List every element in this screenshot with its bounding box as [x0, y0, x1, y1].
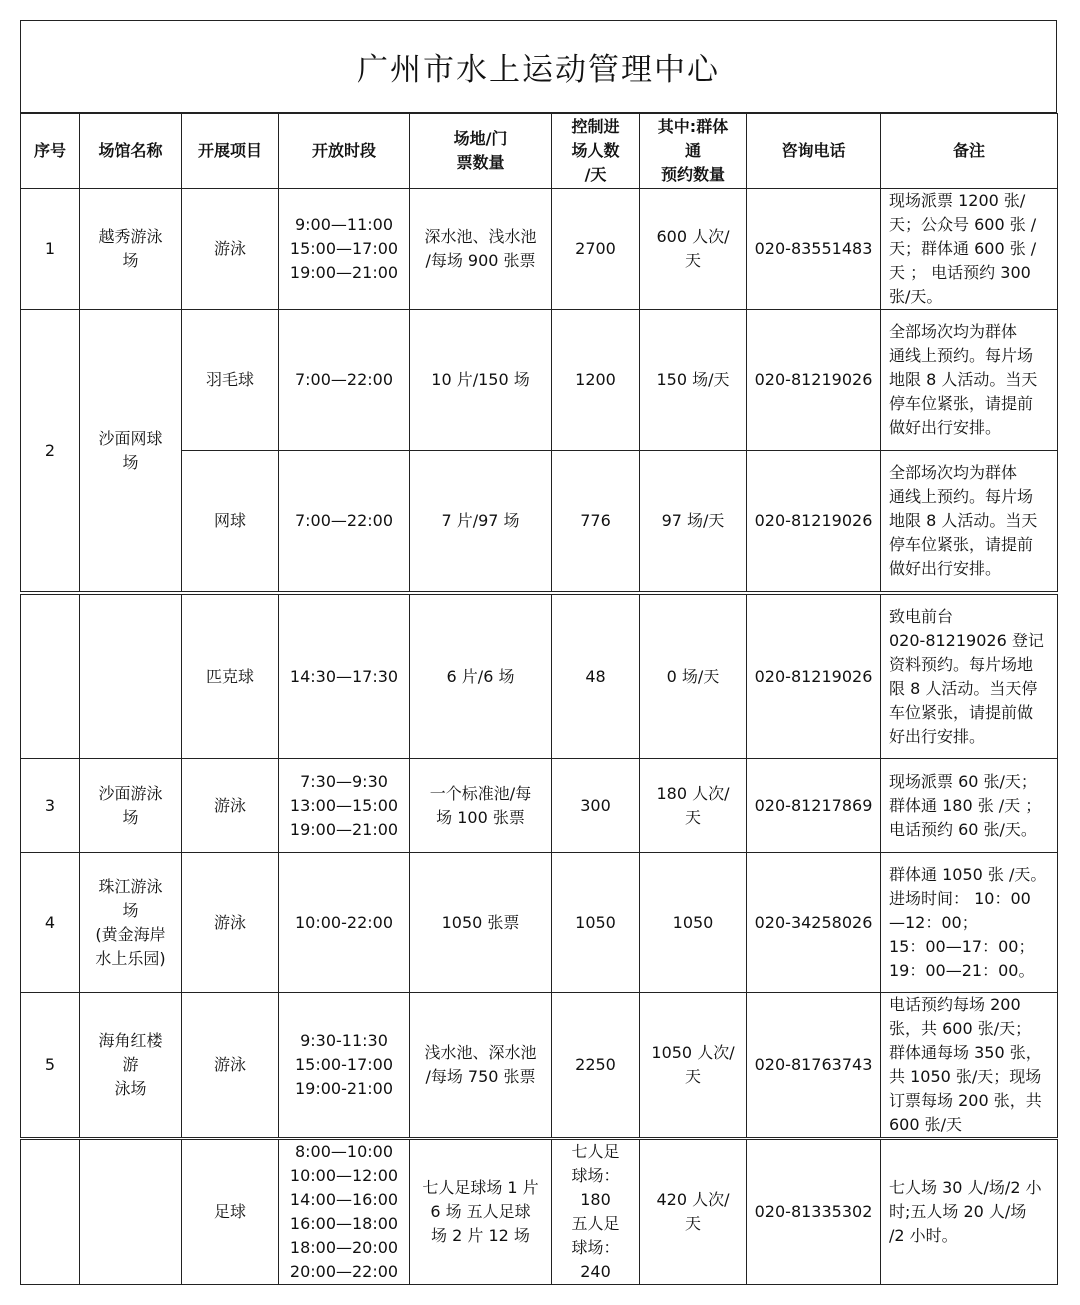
cell-line: 180	[580, 1190, 611, 1209]
cell-line: 18:00—20:00	[289, 1238, 399, 1257]
cell-line: 场	[122, 452, 139, 472]
cell-line: 水上乐园)	[95, 948, 166, 968]
venue-table-part-1	[20, 113, 1058, 592]
cell-venue	[80, 759, 182, 853]
cell-phone: 020-81219026	[747, 310, 881, 451]
cell-line: 深水池、浅水池	[424, 227, 537, 246]
cell-line: 300	[580, 795, 611, 815]
cell-booking	[640, 451, 747, 592]
cell-line: 群体通 180 张 /天 ；	[889, 795, 1042, 815]
cell-line: 七人足	[571, 1142, 620, 1161]
cell-line: 420 人次/	[656, 1190, 730, 1209]
cell-hours	[279, 1140, 410, 1285]
cell-line: /每场 900 张票	[425, 251, 536, 270]
cell-note	[881, 595, 1058, 759]
cell-line: 球场：	[571, 1166, 620, 1185]
cell-note	[881, 189, 1058, 310]
cell-line: (黄金海岸	[95, 924, 166, 944]
cell-line: 15:00—17:00	[289, 239, 399, 258]
cell-line: 19：00—21：00。	[889, 960, 1035, 980]
cell-line: 9:00—11:00	[294, 215, 394, 234]
cell-line: 球场：	[571, 1238, 620, 1257]
table-row	[21, 595, 1058, 759]
cell-line: 七人足球场 1 片	[422, 1178, 539, 1197]
cell-line: 0 场/天	[666, 666, 720, 686]
cell-line: 游	[122, 1055, 139, 1074]
table-row	[21, 759, 1058, 853]
cell-line: 14:00—16:00	[289, 1190, 399, 1209]
header-row	[21, 114, 1058, 189]
venue-table-part-2	[20, 594, 1058, 1138]
cell-line: 8:00—10:00	[294, 1142, 394, 1161]
table-row	[21, 310, 1058, 451]
cell-hours	[279, 595, 410, 759]
cell-hours	[279, 853, 410, 993]
cell-line: /2 小时。	[889, 1226, 958, 1245]
cell-line: 600 张/天	[889, 1115, 963, 1134]
cell-no	[21, 1140, 80, 1285]
cell-line: 19:00—21:00	[289, 263, 399, 282]
cell-line: 限 8 人活动。当天停	[889, 678, 1038, 698]
cell-line: 全部场次均为群体	[889, 463, 1018, 482]
cell-line: 14:30—17:30	[289, 666, 399, 686]
cell-line: 1050	[672, 912, 714, 932]
page-title: 广州市水上运动管理中心	[20, 20, 1057, 113]
cell-capacity	[410, 993, 552, 1138]
cell-line: 10:00—12:00	[289, 1166, 399, 1185]
cell-phone: 020-81335302	[747, 1140, 881, 1285]
cell-line: 天	[684, 807, 701, 827]
cell-venue	[80, 993, 182, 1138]
cell-line: 10:00-22:00	[295, 912, 393, 932]
cell-booking	[640, 595, 747, 759]
cell-line: 15：00—17：00；	[889, 936, 1035, 956]
cell-line: 预约数量	[660, 165, 725, 184]
cell-venue	[80, 310, 182, 592]
cell-line: 资料预约。每片场地	[889, 654, 1034, 674]
cell-line: 通	[684, 141, 701, 160]
cell-line: 天	[684, 251, 701, 270]
cell-line: 19:00—21:00	[289, 819, 399, 839]
header-phone: 咨询电话	[747, 114, 881, 189]
cell-line: 张/天。	[889, 287, 943, 306]
cell-capacity	[410, 189, 552, 310]
cell-line: 48	[585, 666, 606, 686]
cell-line: 天；群体通 600 张 /	[889, 239, 1037, 258]
cell-venue	[80, 853, 182, 993]
cell-venue	[80, 189, 182, 310]
cell-booking	[640, 1140, 747, 1285]
cell-no: 1	[21, 189, 80, 310]
cell-line: 五人足	[571, 1214, 620, 1233]
cell-line: 场地/门	[453, 129, 508, 148]
cell-hours	[279, 310, 410, 451]
cell-no	[21, 595, 80, 759]
cell-line: 9:30-11:30	[300, 1031, 388, 1050]
cell-line: 做好出行安排。	[889, 418, 1002, 437]
cell-line: 7 片/97 场	[441, 511, 520, 530]
cell-note	[881, 759, 1058, 853]
cell-line: 停车位紧张，请提前	[889, 535, 1034, 554]
cell-line: 泳场	[114, 1079, 147, 1098]
cell-control	[552, 993, 640, 1138]
header-hours	[279, 114, 410, 189]
cell-line: 7:00—22:00	[294, 511, 394, 530]
header-capacity	[410, 114, 552, 189]
cell-booking	[640, 759, 747, 853]
cell-item: 游泳	[182, 993, 279, 1138]
cell-line: 群体通每场 350 张，	[889, 1043, 1042, 1062]
cell-line: 进场时间： 10：00	[889, 888, 1031, 908]
cell-line: 2250	[575, 1055, 616, 1074]
cell-line: 珠江游泳	[98, 876, 163, 896]
cell-line: 做好出行安排。	[889, 559, 1002, 578]
cell-hours	[279, 759, 410, 853]
cell-phone: 020-34258026	[747, 853, 881, 993]
cell-line: 240	[580, 1262, 611, 1281]
cell-line: 020-81219026 登记	[889, 630, 1044, 650]
cell-line: 15:00-17:00	[295, 1055, 393, 1074]
cell-item: 足球	[182, 1140, 279, 1285]
cell-hours	[279, 189, 410, 310]
cell-line: 张，共 600 张/天；	[889, 1019, 1032, 1038]
cell-line: 场 100 张票	[436, 807, 525, 827]
cell-line: 6 场 五人足球	[430, 1202, 531, 1221]
cell-line: 电话预约 60 张/天。	[889, 819, 1037, 839]
cell-capacity	[410, 451, 552, 592]
cell-control	[552, 853, 640, 993]
cell-line: 1050 张票	[441, 912, 520, 932]
cell-item: 羽毛球	[182, 310, 279, 451]
cell-line: 好出行安排。	[889, 726, 986, 746]
cell-line: 控制进	[571, 117, 620, 136]
cell-capacity	[410, 759, 552, 853]
cell-control	[552, 595, 640, 759]
cell-line: 海角红楼	[98, 1031, 163, 1050]
cell-line: 现场派票 60 张/天；	[889, 771, 1037, 791]
cell-line: 浅水池、深水池	[424, 1043, 537, 1062]
cell-line: 20:00—22:00	[289, 1262, 399, 1281]
cell-line: 七人场 30 人/场/2 小	[889, 1178, 1042, 1197]
cell-line: 场人数	[571, 141, 620, 160]
cell-line: 天 ； 电话预约 300	[889, 263, 1031, 282]
cell-capacity	[410, 595, 552, 759]
table-row	[21, 993, 1058, 1138]
cell-line: 场	[122, 251, 139, 270]
cell-control	[552, 1140, 640, 1285]
cell-note	[881, 1140, 1058, 1285]
header-booking	[640, 114, 747, 189]
cell-line: 电话预约每场 200	[889, 995, 1021, 1014]
cell-line: 通线上预约。每片场	[889, 487, 1034, 506]
cell-phone: 020-81763743	[747, 993, 881, 1138]
cell-line: /每场 750 张票	[425, 1067, 536, 1086]
cell-phone: 020-81219026	[747, 595, 881, 759]
cell-line: 共 1050 张/天；现场	[889, 1067, 1042, 1086]
cell-booking	[640, 310, 747, 451]
cell-line: 13:00—15:00	[289, 795, 399, 815]
cell-no: 4	[21, 853, 80, 993]
cell-note	[881, 993, 1058, 1138]
cell-line: 天	[684, 1214, 701, 1233]
cell-booking	[640, 853, 747, 993]
cell-line: 天	[684, 1067, 701, 1086]
venue-table-part-3	[20, 1139, 1058, 1285]
cell-control	[552, 759, 640, 853]
cell-item: 游泳	[182, 853, 279, 993]
cell-line: 订票每场 200 张，共	[889, 1091, 1042, 1110]
cell-line: 场	[122, 900, 139, 920]
cell-line: 现场派票 1200 张/	[889, 191, 1026, 210]
cell-line: 600 人次/	[656, 227, 730, 246]
cell-venue	[80, 595, 182, 759]
cell-line: 6 片/6 场	[446, 666, 515, 686]
cell-line: 场	[122, 807, 139, 827]
cell-line: 开放时段	[311, 141, 376, 160]
cell-line: 一个标准池/每	[429, 783, 532, 803]
cell-item: 匹克球	[182, 595, 279, 759]
table-row	[21, 853, 1058, 993]
cell-booking	[640, 189, 747, 310]
cell-line: 10 片/150 场	[431, 370, 530, 389]
cell-line: 19:00-21:00	[295, 1079, 393, 1098]
table-row	[21, 1140, 1058, 1285]
cell-line: 时;五人场 20 人/场	[889, 1202, 1027, 1221]
cell-line: 地限 8 人活动。当天	[889, 511, 1038, 530]
cell-control	[552, 451, 640, 592]
cell-hours	[279, 993, 410, 1138]
cell-line: 其中:群体	[657, 117, 729, 136]
cell-line: 通线上预约。每片场	[889, 346, 1034, 365]
cell-capacity	[410, 853, 552, 993]
cell-line: 沙面网球	[98, 428, 163, 448]
cell-booking	[640, 993, 747, 1138]
cell-line: 越秀游泳	[98, 227, 163, 246]
header-item: 开展项目	[182, 114, 279, 189]
cell-line: 2700	[575, 239, 616, 258]
cell-note	[881, 451, 1058, 592]
cell-line: 票数量	[456, 153, 505, 172]
cell-phone: 020-81219026	[747, 451, 881, 592]
cell-line: 致电前台	[889, 606, 954, 626]
cell-line: 150 场/天	[656, 370, 730, 389]
cell-control	[552, 189, 640, 310]
cell-line: —12：00；	[889, 912, 978, 932]
cell-item: 游泳	[182, 759, 279, 853]
cell-line: 沙面游泳	[98, 783, 163, 803]
cell-line: 地限 8 人活动。当天	[889, 370, 1038, 389]
header-venue: 场馆名称	[80, 114, 182, 189]
cell-note	[881, 310, 1058, 451]
cell-line: 车位紧张，请提前做	[889, 702, 1034, 722]
cell-capacity	[410, 1140, 552, 1285]
cell-line: 776	[580, 511, 611, 530]
cell-line: 全部场次均为群体	[889, 322, 1018, 341]
cell-line: 停车位紧张，请提前	[889, 394, 1034, 413]
cell-phone: 020-83551483	[747, 189, 881, 310]
cell-line: 7:30—9:30	[300, 771, 388, 791]
header-control	[552, 114, 640, 189]
cell-line: /天	[584, 165, 607, 184]
cell-line: 1200	[575, 370, 616, 389]
cell-venue	[80, 1140, 182, 1285]
cell-line: 7:00—22:00	[294, 370, 394, 389]
header-note: 备注	[881, 114, 1058, 189]
cell-line: 群体通 1050 张 /天。	[889, 864, 1047, 884]
header-no: 序号	[21, 114, 80, 189]
cell-note	[881, 853, 1058, 993]
cell-control	[552, 310, 640, 451]
cell-line: 16:00—18:00	[289, 1214, 399, 1233]
cell-item: 网球	[182, 451, 279, 592]
cell-item: 游泳	[182, 189, 279, 310]
cell-capacity	[410, 310, 552, 451]
cell-line: 1050	[575, 912, 616, 932]
cell-line: 97 场/天	[661, 511, 725, 530]
cell-no: 5	[21, 993, 80, 1138]
cell-no: 2	[21, 310, 80, 592]
cell-phone: 020-81217869	[747, 759, 881, 853]
cell-hours	[279, 451, 410, 592]
cell-line: 场 2 片 12 场	[431, 1226, 530, 1245]
table-row	[21, 189, 1058, 310]
cell-no: 3	[21, 759, 80, 853]
cell-line: 1050 人次/	[651, 1043, 735, 1062]
cell-line: 天；公众号 600 张 /	[889, 215, 1037, 234]
cell-line: 180 人次/	[656, 783, 730, 803]
